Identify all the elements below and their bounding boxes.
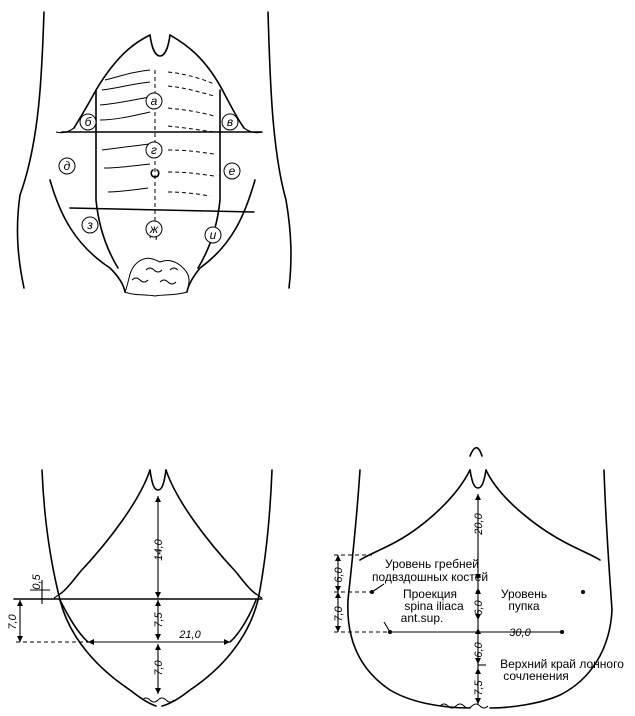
measure-14: 14,0	[153, 539, 165, 561]
label-spina-2: spina iliaca	[404, 599, 464, 613]
region-label-v	[222, 114, 238, 130]
measure-30: 30,0	[509, 627, 531, 639]
region-label-e	[224, 163, 240, 179]
svg-text:г: г	[151, 143, 157, 157]
abdominal-regions-drawing	[17, 12, 290, 296]
measure-7_0-side: 7,0	[7, 614, 19, 630]
region-label-i	[205, 227, 221, 243]
measure-7_0-bottom: 7,0	[153, 660, 165, 676]
svg-text:д: д	[63, 159, 71, 173]
measure-7_5: 7,5	[153, 612, 165, 628]
region-label-b	[80, 114, 96, 130]
measure-0_5: 0,5	[31, 574, 43, 590]
jugular-notch-right	[470, 470, 486, 488]
region-label-z	[82, 217, 98, 233]
left-body-contour	[17, 12, 44, 288]
costal-left-l	[60, 470, 150, 594]
navel-point	[476, 590, 480, 594]
svg-text:ж: ж	[149, 222, 159, 236]
svg-text:б: б	[84, 115, 92, 129]
label-pubic-2: сочленения	[503, 669, 569, 683]
measure-7_5-right: 7,5	[473, 680, 485, 696]
region-label-g	[146, 142, 162, 158]
iliac-crest-point-right	[581, 590, 585, 594]
label-spina-3: ant.sup.	[400, 611, 444, 625]
label-iliac-crest-1: Уровень гребней	[384, 557, 480, 571]
pubic-hair	[125, 258, 189, 296]
svg-text:в: в	[226, 115, 234, 129]
region-label-a	[146, 93, 162, 109]
svg-text:и: и	[209, 228, 217, 242]
svg-text:е: е	[228, 164, 236, 178]
measure-6_0-side: 6,0	[333, 567, 345, 583]
jugular-notch	[150, 35, 170, 56]
left-measurement-drawing	[7, 470, 272, 706]
measure-20: 20,0	[473, 513, 485, 535]
region-label-d	[59, 158, 75, 174]
label-iliac-crest-2: подвздошных костей	[371, 570, 489, 584]
costal-left-r	[166, 470, 256, 594]
label-navel-1: Уровень	[500, 587, 548, 601]
left-groin-contour	[50, 180, 125, 292]
measure-21: 21,0	[179, 629, 201, 641]
region-label-zh	[146, 221, 162, 237]
jugular-notch-left	[150, 470, 166, 490]
right-outline-body	[162, 470, 272, 706]
label-pubic-1: Верхний край лонного	[500, 657, 624, 671]
svg-text:з: з	[87, 218, 93, 232]
right-body-contour	[268, 12, 291, 288]
measure-6_0-lower: 6,0	[473, 642, 485, 658]
label-spina-1: Проекция	[403, 587, 457, 601]
left-outline-body	[42, 470, 156, 706]
right-landmark-drawing	[333, 448, 624, 708]
measure-6_0-upper: 6,0	[473, 600, 485, 616]
svg-text:а: а	[150, 94, 158, 108]
measure-7_0-side-right: 7,0	[333, 606, 345, 622]
left-vertical-line	[96, 90, 118, 268]
label-navel-2: пупка	[508, 599, 540, 613]
